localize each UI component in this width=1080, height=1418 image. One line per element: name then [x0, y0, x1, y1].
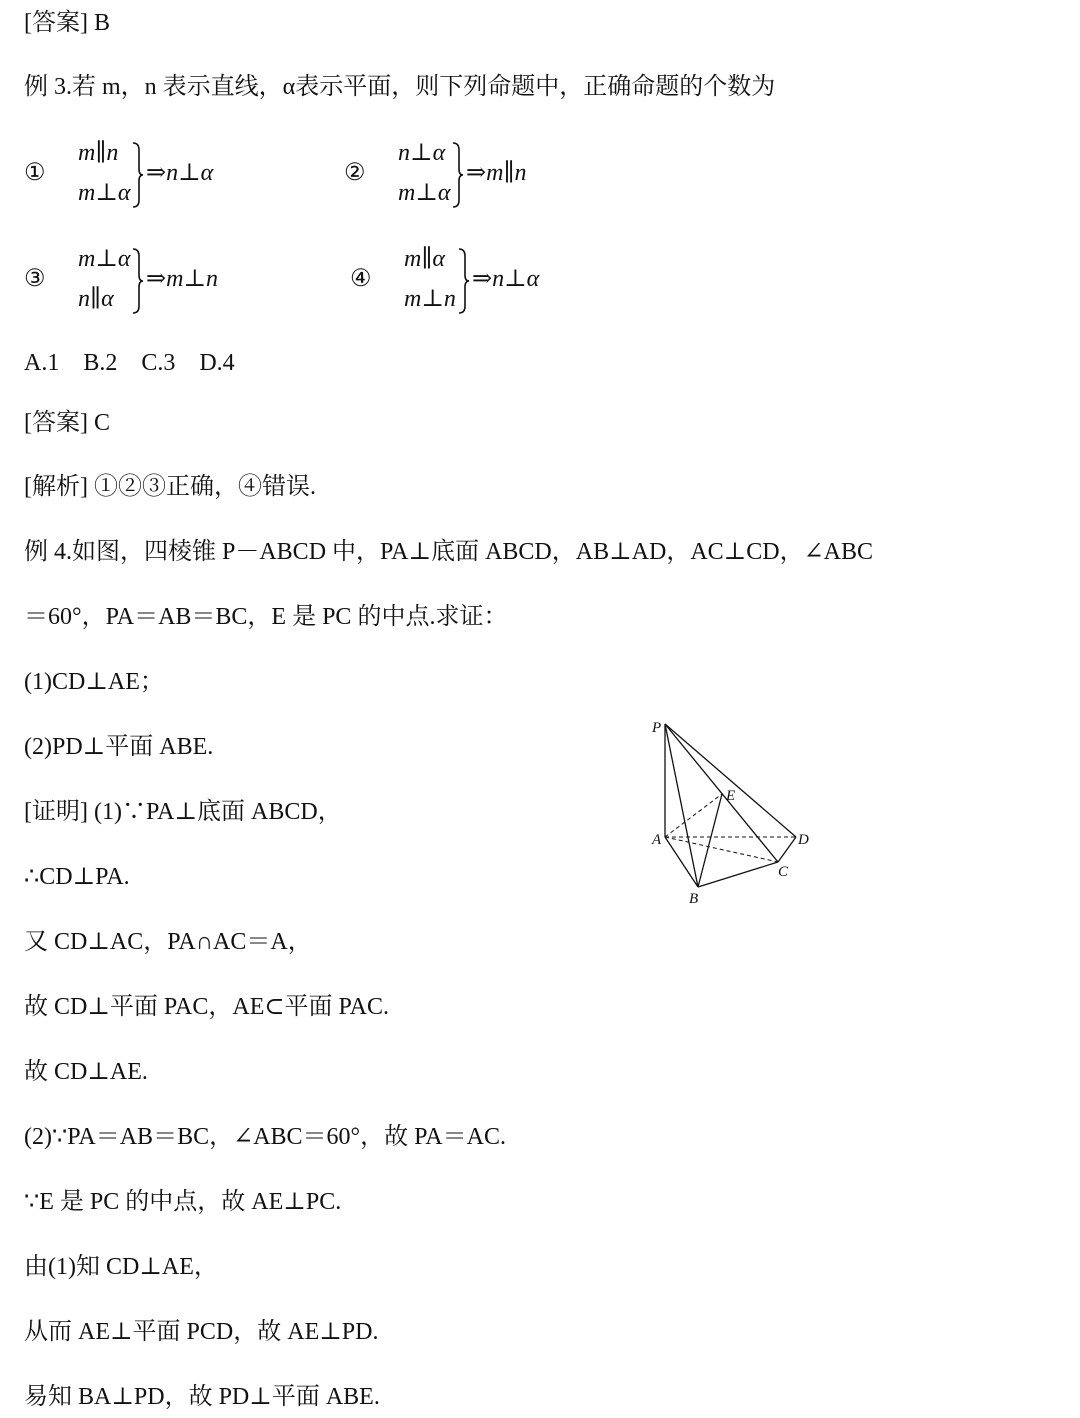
right-brace-icon — [452, 142, 464, 208]
vertex-label-A: A — [652, 832, 662, 848]
proposition-number: ③ — [24, 266, 46, 292]
example3-question: 例 3.若 m，n 表示直线，α表示平面，则下列命题中，正确命题的个数为 — [24, 74, 776, 100]
conclusion: ⇒m∥n — [466, 160, 527, 186]
conclusion: ⇒n⊥α — [146, 160, 214, 186]
premise-top: m∥α — [404, 246, 446, 272]
premise-top: n⊥α — [398, 140, 446, 166]
edge-CD — [778, 837, 796, 862]
proof-line: 易知 BA⊥PD，故 PD⊥平面 ABE. — [24, 1384, 380, 1410]
proof-line: ∵E 是 PC 的中点，故 AE⊥PC. — [24, 1189, 342, 1215]
proposition-2 — [344, 138, 604, 212]
vertex-label-D: D — [798, 832, 809, 848]
premise-bottom: m⊥α — [398, 180, 451, 206]
proof-line: 故 CD⊥平面 PAC，AE⊂平面 PAC. — [24, 994, 389, 1020]
pyramid-figure — [640, 712, 830, 912]
premise-top: m∥n — [78, 140, 119, 166]
premise-bottom: n∥α — [78, 286, 114, 312]
example3-answer: [答案] C — [24, 410, 110, 436]
hidden-AE — [665, 794, 722, 837]
edge-PC — [665, 724, 778, 862]
proposition-number: ① — [24, 160, 46, 186]
proof-line: 故 CD⊥AE. — [24, 1059, 148, 1085]
premise-bottom: m⊥n — [404, 286, 456, 312]
conclusion: ⇒n⊥α — [472, 266, 540, 292]
proof-line: 由(1)知 CD⊥AE， — [24, 1254, 218, 1280]
proposition-number: ② — [344, 160, 366, 186]
example4-part2: (2)PD⊥平面 ABE. — [24, 734, 214, 760]
edge-BC — [698, 862, 778, 887]
vertex-label-C: C — [778, 864, 789, 880]
conclusion: ⇒m⊥n — [146, 266, 219, 292]
proof-line: 又 CD⊥AC，PA∩AC＝A， — [24, 929, 312, 955]
vertex-label-E: E — [726, 788, 736, 804]
right-brace-icon — [132, 142, 144, 208]
segment-BE — [698, 794, 722, 887]
vertex-label-P: P — [652, 720, 662, 736]
proposition-3 — [24, 244, 284, 318]
proposition-1 — [24, 138, 284, 212]
example4-part1: (1)CD⊥AE； — [24, 669, 164, 695]
premise-bottom: m⊥α — [78, 180, 131, 206]
example4-question-line2: ＝60°，PA＝AB＝BC，E 是 PC 的中点.求证： — [24, 604, 508, 630]
example4-question-line1: 例 4.如图，四棱锥 P－ABCD 中，PA⊥底面 ABCD，AB⊥AD，AC⊥CD，∠ABC — [24, 539, 874, 565]
proof-line: [证明] (1)∵PA⊥底面 ABCD， — [24, 799, 342, 825]
answer-options: A.1 B.2 C.3 D.4 — [24, 350, 235, 376]
proof-line: (2)∵PA＝AB＝BC，∠ABC＝60°，故 PA＝AC. — [24, 1124, 506, 1150]
vertex-label-B: B — [689, 891, 699, 907]
right-brace-icon — [458, 248, 470, 314]
proposition-number: ④ — [350, 266, 372, 292]
proposition-4 — [350, 244, 610, 318]
example3-analysis: [解析] ①②③正确，④错误. — [24, 474, 316, 500]
premise-top: m⊥α — [78, 246, 131, 272]
right-brace-icon — [132, 248, 144, 314]
previous-answer: [答案] B — [24, 10, 110, 36]
proof-line: 从而 AE⊥平面 PCD，故 AE⊥PD. — [24, 1319, 379, 1345]
proof-line: ∴CD⊥PA. — [24, 864, 130, 890]
